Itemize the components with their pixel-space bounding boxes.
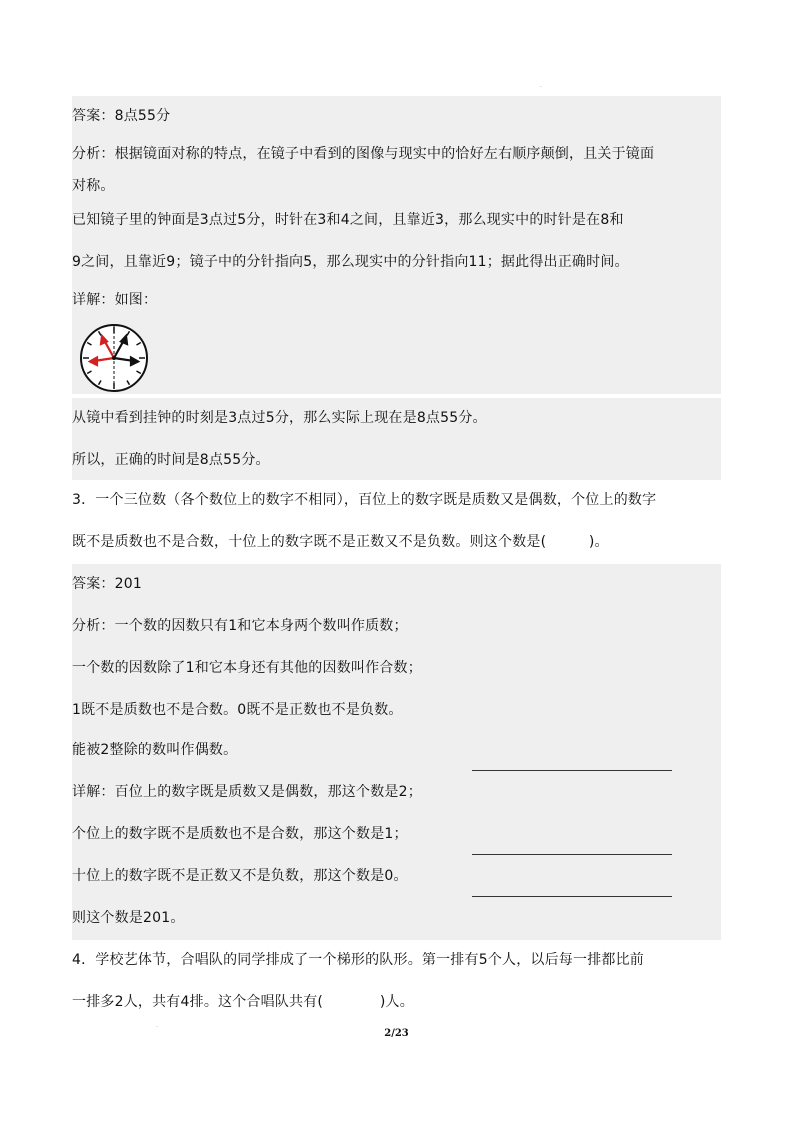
clock-icon <box>76 320 154 394</box>
q3-question-line-1: 3．一个三位数（各个数位上的数字不相同），百位上的数字既是质数又是偶数，个位上的数字 <box>72 492 657 508</box>
q3-question-line-2: 既不是质数也不是合数，十位上的数字既不是正数又不是负数。则这个数是( )。 <box>72 534 609 550</box>
q3-analysis-line-1: 分析：一个数的因数只有1和它本身两个数叫作质数； <box>72 618 408 634</box>
q2-result-line-1: 从镜中看到挂钟的时刻是3点过5分，那么实际上现在是8点55分。 <box>72 410 487 426</box>
q4-question-line-2: 一排多2人，共有4排。这个合唱队共有( )人。 <box>72 994 414 1010</box>
answer-blank-line <box>472 896 672 897</box>
q2-analysis-line-3: 已知镜子里的钟面是3点过5分，时针在3和4之间，且靠近3，那么现实中的时针是在8和 <box>72 212 624 228</box>
mirror-clock-diagram <box>76 320 154 394</box>
q2-analysis-line-4: 9之间，且靠近9；镜子中的分针指向5，那么现实中的分针指向11；据此得出正确时间。 <box>72 254 629 270</box>
answer-blank-line <box>472 854 672 855</box>
q3-analysis-line-4: 能被2整除的数叫作偶数。 <box>72 742 238 758</box>
q3-detail-line-3: 十位上的数字既不是正数又不是负数，那这个数是0。 <box>72 868 408 884</box>
answer-band-q2 <box>72 96 721 394</box>
q3-detail-line-1: 详解：百位上的数字既是质数又是偶数，那这个数是2； <box>72 784 422 800</box>
q4-question-line-1: 4．学校艺体节，合唱队的同学排成了一个梯形的队形。第一排有5个人，以后每一排都比前 <box>72 952 645 968</box>
q2-detail: 详解：如图： <box>72 292 158 308</box>
q3-detail-line-4: 则这个数是201。 <box>72 910 185 926</box>
speck: · <box>156 1024 158 1031</box>
q3-answer: 答案：201 <box>72 576 142 592</box>
q2-analysis-line-2: 对称。 <box>72 178 115 194</box>
q2-result-line-2: 所以，正确的时间是8点55分。 <box>72 452 270 468</box>
q3-analysis-line-2: 一个数的因数除了1和它本身还有其他的因数叫作合数； <box>72 660 422 676</box>
q2-answer: 答案：8点55分 <box>72 108 171 124</box>
speck: · <box>540 84 542 91</box>
page-number: 2/23 <box>384 1028 409 1039</box>
answer-blank-line <box>472 770 672 771</box>
q3-analysis-line-3: 1既不是质数也不是合数。0既不是正数也不是负数。 <box>72 702 403 718</box>
q3-detail-line-2: 个位上的数字既不是质数也不是合数，那这个数是1； <box>72 826 408 842</box>
q2-analysis-line-1: 分析：根据镜面对称的特点，在镜子中看到的图像与现实中的恰好左右顺序颠倒，且关于镜面 <box>72 146 655 162</box>
